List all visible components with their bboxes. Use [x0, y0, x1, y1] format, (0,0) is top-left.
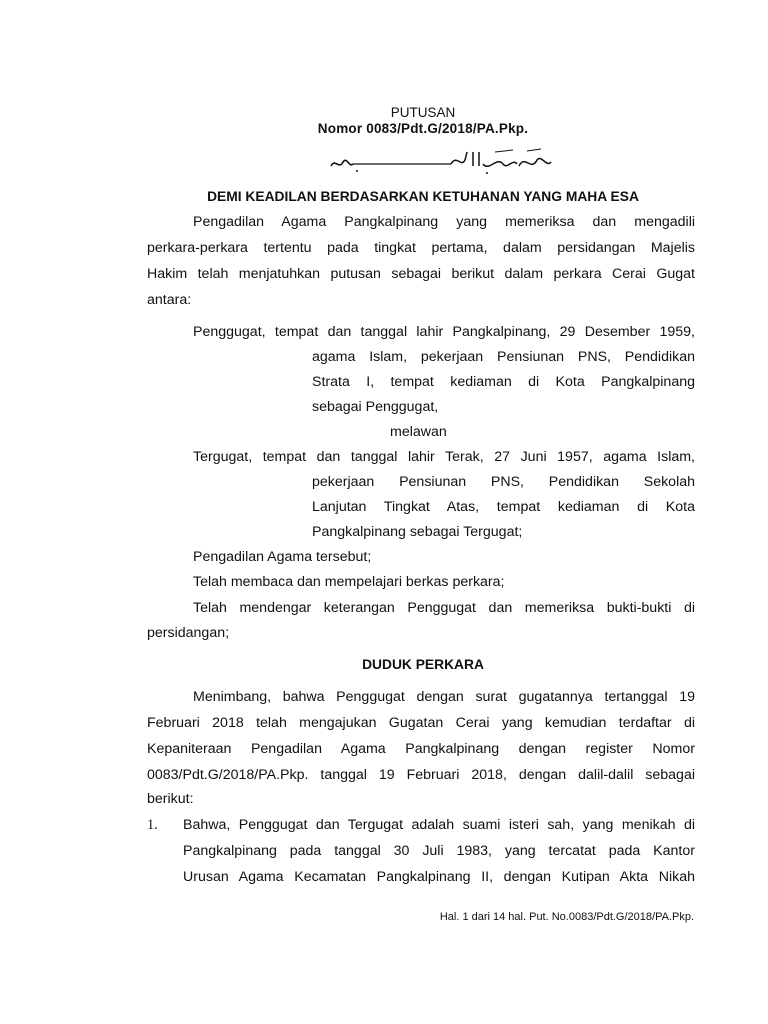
tergugat-line: Pangkalpinang sebagai Tergugat;: [312, 524, 523, 540]
court-line: persidangan;: [147, 625, 230, 641]
penggugat-line: Strata I, tempat kediaman di Kota Pangkalpinang: [312, 374, 695, 390]
menimbang-line: Menimbang, bahwa Penggugat dengan surat gugatannya tertanggal 19: [193, 689, 695, 705]
menimbang-line: Kepaniteraan Pengadilan Agama Pangkalpinang dengan register Nomor: [147, 741, 695, 757]
intro-line: perkara-perkara tertentu pada tingkat pertama, dalam persidangan Majelis: [147, 240, 695, 256]
menimbang-line: 0083/Pdt.G/2018/PA.Pkp. tanggal 19 Februari 2018, dengan dalil-dalil sebagai: [147, 767, 695, 783]
tergugat-line: Lanjutan Tingkat Atas, tempat kediaman di Kota: [312, 499, 695, 515]
penggugat-line: Penggugat, tempat dan tanggal lahir Pangkalpinang, 29 Desember 1959,: [193, 324, 695, 340]
tergugat-line: pekerjaan Pensiunan PNS, Pendidikan Sekolah: [312, 474, 695, 490]
court-line: Telah mendengar keterangan Penggugat dan memeriksa bukti-bukti di: [193, 600, 695, 616]
menimbang-line: berikut:: [147, 791, 194, 807]
menimbang-line: Februari 2018 telah mengajukan Gugatan Cerai yang kemudian terdaftar di: [147, 715, 695, 731]
list-item-number: 1.: [147, 817, 158, 833]
tergugat-line: Tergugat, tempat dan tanggal lahir Terak, 27 Juni 1957, agama Islam,: [193, 449, 695, 465]
document-title: PUTUSAN: [390, 105, 456, 120]
intro-line: Hakim telah menjatuhkan putusan sebagai berikut dalam perkara Cerai Gugat: [147, 266, 695, 282]
list-item-line: Urusan Agama Kecamatan Pangkalpinang II, dengan Kutipan Akta Nikah: [183, 869, 695, 885]
list-item-line: Bahwa, Penggugat dan Tergugat adalah suami isteri sah, yang menikah di: [183, 817, 695, 833]
court-line: Pengadilan Agama tersebut;: [193, 549, 372, 565]
penggugat-line: agama Islam, pekerjaan Pensiunan PNS, Pendidikan: [312, 349, 695, 365]
intro-line: antara:: [147, 292, 192, 308]
basmalah-calligraphy: [327, 146, 555, 176]
case-number: Nomor 0083/Pdt.G/2018/PA.Pkp.: [317, 121, 529, 136]
intro-line: Pengadilan Agama Pangkalpinang yang memeriksa dan mengadili: [193, 214, 695, 230]
court-line: Telah membaca dan mempelajari berkas perkara;: [193, 574, 505, 590]
page-footer: Hal. 1 dari 14 hal. Put. No.0083/Pdt.G/2018/PA.Pkp.: [439, 911, 694, 923]
heading-demi-keadilan: DEMI KEADILAN BERDASARKAN KETUHANAN YANG MAHA ESA: [207, 189, 639, 204]
penggugat-line: sebagai Penggugat,: [312, 399, 439, 415]
heading-duduk-perkara: DUDUK PERKARA: [362, 657, 484, 672]
list-item-line: Pangkalpinang pada tanggal 30 Juli 1983, yang tercatat pada Kantor: [183, 843, 695, 859]
melawan-text: melawan: [390, 424, 447, 440]
